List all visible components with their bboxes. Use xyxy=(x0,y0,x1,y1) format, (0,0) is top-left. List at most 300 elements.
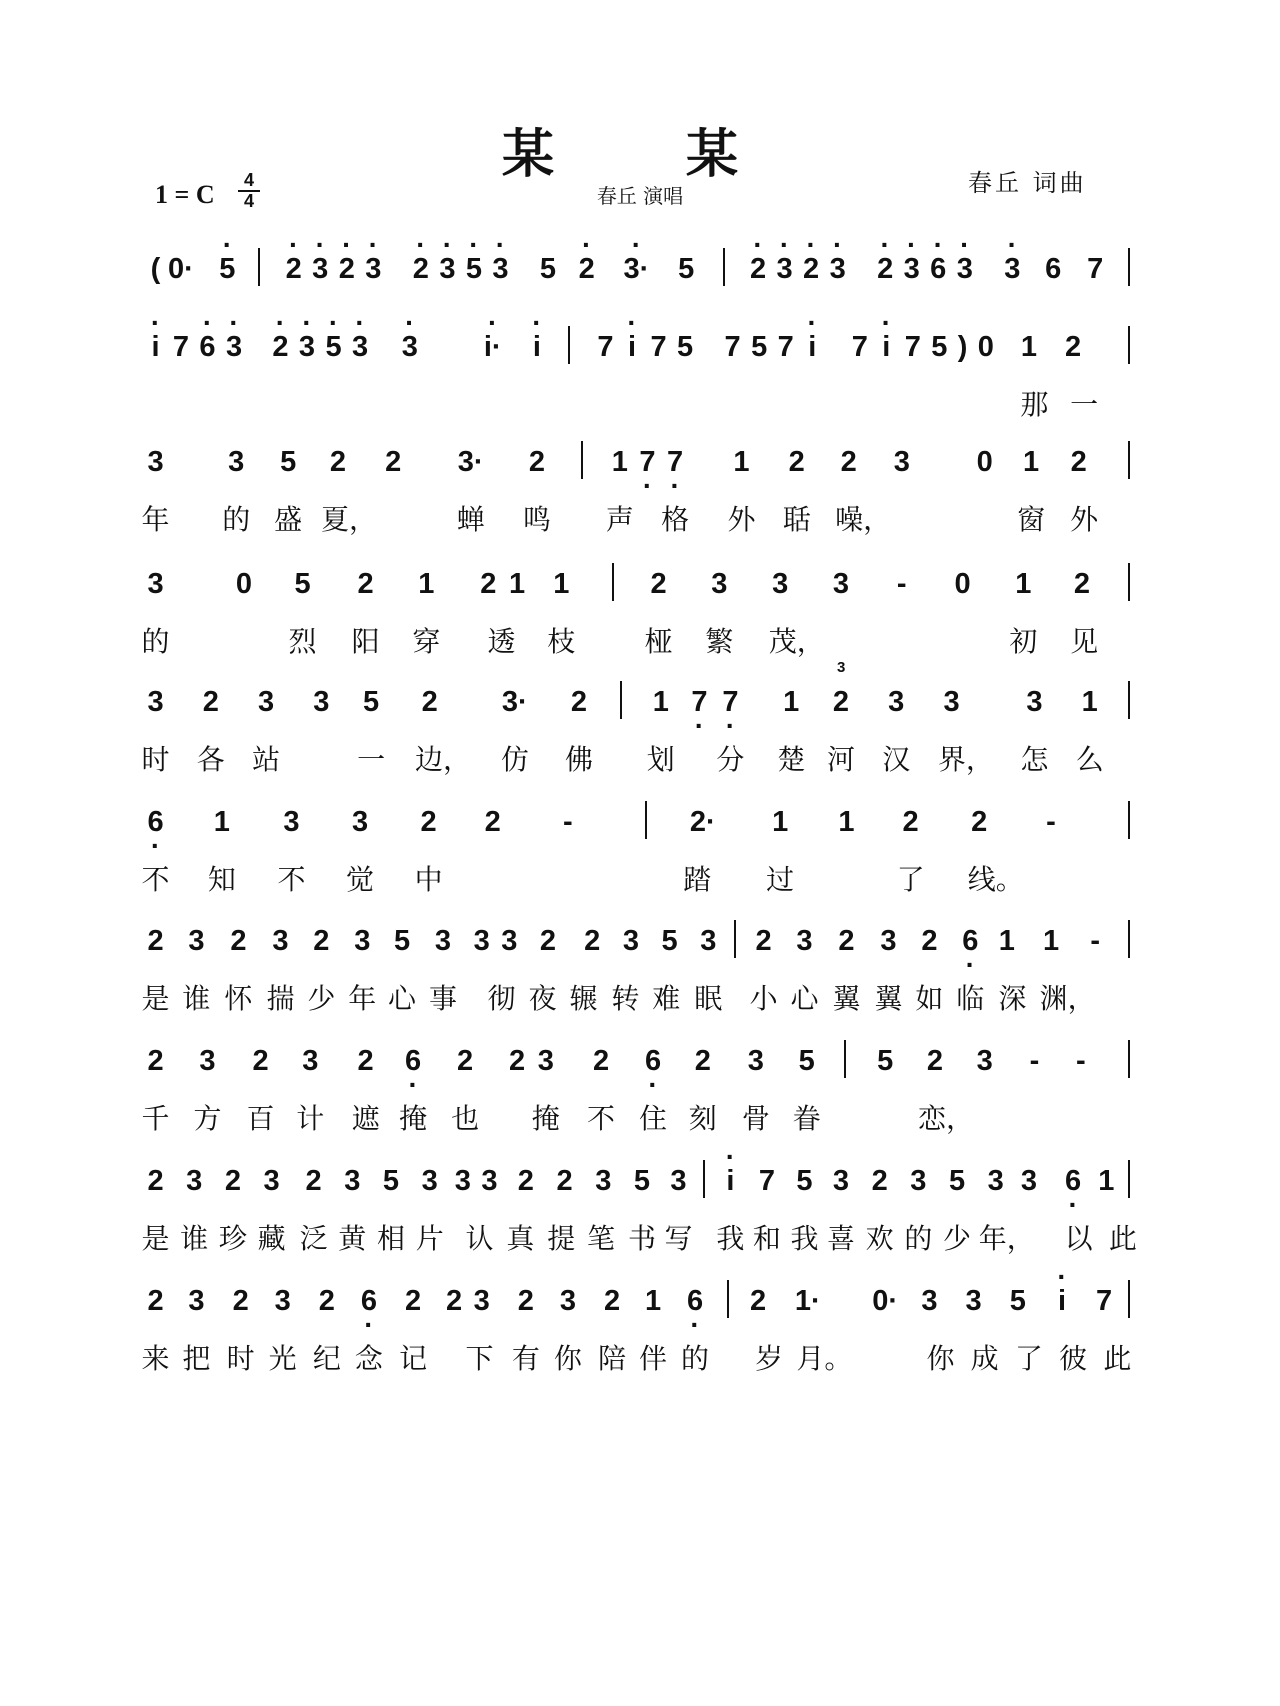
lyric-char: 刻 xyxy=(688,1102,717,1135)
note: 2 xyxy=(584,925,601,957)
lyric-char: 枝 xyxy=(547,625,576,658)
lyrics-row xyxy=(141,1342,1145,1382)
lyric-char: 心 xyxy=(388,982,417,1015)
bar-line xyxy=(1128,248,1130,286)
note: · 3 xyxy=(402,330,418,364)
note: 2 xyxy=(592,1045,610,1077)
note: · 2 xyxy=(579,252,595,286)
note: 3 xyxy=(893,446,910,478)
lyric-char: 恋， xyxy=(917,1102,975,1135)
note: 2 xyxy=(202,686,219,718)
note: 2 xyxy=(570,686,588,718)
note: 3 xyxy=(147,446,164,478)
note: 3 xyxy=(747,1045,764,1077)
lyric-char: 心 xyxy=(790,982,819,1015)
lyric-char: 一 xyxy=(357,743,386,776)
note: 0 xyxy=(954,568,971,600)
lyrics-row xyxy=(150,388,1145,428)
lyric-char: 掩 xyxy=(531,1102,560,1135)
lyric-char: 初 xyxy=(1009,625,1038,658)
note: 2 xyxy=(1065,331,1082,363)
note: · 3 xyxy=(1004,252,1020,286)
note: · 5 xyxy=(325,330,341,364)
lyric-char: 盛 xyxy=(274,503,303,536)
lyric-char: 写 xyxy=(664,1222,693,1255)
lyric-char: 河 xyxy=(826,743,855,776)
bar-line xyxy=(1128,1160,1130,1198)
note: 3 xyxy=(595,1165,612,1197)
bar-line xyxy=(568,326,570,364)
lyric-char: 不 xyxy=(587,1102,616,1135)
lyric-char: 年 xyxy=(141,503,170,536)
note: 3 xyxy=(832,568,850,600)
lyric-char: 觉 xyxy=(346,863,375,896)
note: 2 xyxy=(147,1285,164,1317)
note: 2 xyxy=(832,686,850,718)
note: 2 xyxy=(385,446,402,478)
note: 7 xyxy=(777,331,794,363)
note: · 3 xyxy=(492,252,508,286)
note: 3 xyxy=(344,1165,361,1197)
lyric-char: 遮 xyxy=(351,1102,380,1135)
notes-row xyxy=(150,240,1145,300)
lyric-char: 那 xyxy=(1020,388,1049,421)
lyric-char: 有 xyxy=(511,1342,540,1375)
note: 1 xyxy=(652,686,669,718)
note: 3 xyxy=(147,686,164,718)
note: 3 xyxy=(274,1285,291,1317)
note: 5 xyxy=(661,925,678,957)
note: 2 xyxy=(329,446,347,478)
lyric-char: 外 xyxy=(727,503,756,536)
lyric-char: 千 xyxy=(141,1102,170,1135)
note: 3 xyxy=(965,1285,982,1317)
lyric-char: 眠 xyxy=(694,982,723,1015)
note: 1 xyxy=(733,446,750,478)
note: 3 xyxy=(1026,686,1043,718)
note: 5 xyxy=(678,253,695,285)
note: · 2 xyxy=(803,252,819,286)
note: 3· xyxy=(501,686,528,718)
note: 5 xyxy=(294,568,311,600)
note: 7 xyxy=(851,331,868,363)
note: 1 xyxy=(644,1285,662,1317)
note: 2 xyxy=(517,1165,534,1197)
notes-row xyxy=(147,1152,1145,1212)
lyric-char: 陪 xyxy=(598,1342,627,1375)
note: · i xyxy=(628,330,636,364)
lyrics-row xyxy=(141,1102,1145,1142)
note: 0· xyxy=(872,1285,899,1317)
note: 3· xyxy=(457,446,484,478)
note: 2 xyxy=(484,806,501,838)
note: 3 xyxy=(481,1165,498,1197)
bar-line xyxy=(1128,1280,1130,1318)
score-line xyxy=(141,1152,1145,1272)
score-line xyxy=(141,1272,1145,1392)
lyric-char: 透 xyxy=(487,625,516,658)
note: 1 xyxy=(553,568,570,600)
lyric-char: 站 xyxy=(252,743,281,776)
notes-row xyxy=(147,555,1145,615)
note: 2 xyxy=(694,1045,711,1077)
lyric-char: 不 xyxy=(141,863,170,896)
note: 7 · xyxy=(722,685,738,719)
lyric-char: 此 xyxy=(1103,1342,1132,1375)
note: - xyxy=(896,568,907,600)
note: 1 xyxy=(838,806,855,838)
score-line xyxy=(141,555,1145,675)
note: 1 xyxy=(772,806,789,838)
note: · 2 xyxy=(750,252,766,286)
note: 3 xyxy=(987,1165,1004,1197)
notes-row xyxy=(147,793,1145,853)
note: 2 xyxy=(313,925,330,957)
lyric-char: 的 xyxy=(681,1342,710,1375)
note: 1 xyxy=(998,925,1015,957)
lyric-char: 年， xyxy=(978,1222,1035,1255)
lyric-char: 知 xyxy=(207,863,236,896)
note: 3 xyxy=(501,925,518,957)
lyrics-row xyxy=(141,982,1145,1022)
lyric-char: 珍 xyxy=(218,1222,247,1255)
note: 5 xyxy=(751,331,768,363)
note: 3 xyxy=(473,1285,490,1317)
note: 3 xyxy=(910,1165,927,1197)
note: · 6 xyxy=(199,330,215,364)
lyric-char: 鸣 xyxy=(522,503,551,536)
note: 1· xyxy=(794,1285,821,1317)
note: 3 xyxy=(454,1165,471,1197)
lyric-char: 谁 xyxy=(182,982,211,1015)
lyric-char: 念 xyxy=(354,1342,383,1375)
note: · 2 xyxy=(413,252,429,286)
score-line xyxy=(141,793,1145,913)
lyric-char: 事 xyxy=(428,982,457,1015)
lyric-char: 彼 xyxy=(1059,1342,1088,1375)
lyric-char: 此 xyxy=(1108,1222,1137,1255)
triplet-mark: 3 xyxy=(836,659,846,676)
lyric-char: 书 xyxy=(627,1222,656,1255)
note: 5 xyxy=(796,1165,813,1197)
lyric-char: 少 xyxy=(943,1222,972,1255)
note: 3 xyxy=(263,1165,280,1197)
bar-line xyxy=(258,248,260,286)
note: · 5 xyxy=(219,252,235,286)
note: 2 xyxy=(305,1165,322,1197)
note: 3 xyxy=(888,686,905,718)
note: 2 xyxy=(871,1165,888,1197)
lyric-char: 踏 xyxy=(683,863,712,896)
note: 2 xyxy=(147,1165,164,1197)
lyric-char: 渊， xyxy=(1039,982,1096,1015)
note: - xyxy=(1029,1045,1040,1077)
note: 1 xyxy=(213,806,230,838)
score-line xyxy=(141,659,1145,793)
note: 1 xyxy=(508,568,526,600)
lyric-char: 小 xyxy=(749,982,778,1015)
note: 7 · xyxy=(667,445,683,479)
note: 2 xyxy=(147,925,164,957)
lyric-char: 片 xyxy=(415,1222,444,1255)
note: - xyxy=(1076,1045,1086,1077)
lyric-char: 来 xyxy=(141,1342,170,1375)
composer-credit: 春丘 词曲 xyxy=(968,169,1087,197)
note: 2 xyxy=(556,1165,573,1197)
lyric-char: 月。 xyxy=(796,1342,853,1375)
note: 5 xyxy=(280,446,297,478)
lyric-char: 中 xyxy=(414,863,443,896)
lyric-char: 怀 xyxy=(224,982,253,1015)
lyric-char: 是 xyxy=(141,982,170,1015)
lyric-char: 蝉 xyxy=(456,503,485,536)
lyric-char: 方 xyxy=(193,1102,222,1135)
note: · 3 xyxy=(365,252,381,286)
note: 2 xyxy=(840,446,857,478)
lyrics-row xyxy=(141,1222,1145,1262)
note: 3 xyxy=(188,925,205,957)
note: · 5 xyxy=(466,252,482,286)
bar-line xyxy=(1128,441,1130,479)
notes-row xyxy=(150,318,1145,378)
lyric-char: 茂， xyxy=(768,625,825,658)
performer-credit: 春丘 演唱 xyxy=(596,184,684,208)
lyric-char: 阳 xyxy=(351,625,380,658)
lyric-char: 深 xyxy=(998,982,1027,1015)
note: 1 xyxy=(418,568,435,600)
note: · i· xyxy=(484,330,502,364)
note: 3 xyxy=(670,1165,687,1197)
note: · i xyxy=(808,330,816,364)
note: 2 xyxy=(230,925,247,957)
lyric-char: 界， xyxy=(937,743,994,776)
note: 1 xyxy=(1081,686,1098,718)
note: 3 xyxy=(354,925,371,957)
notes-row xyxy=(147,1272,1145,1332)
note: · 6 xyxy=(930,252,946,286)
lyric-char: 线。 xyxy=(967,863,1024,896)
note: · 3 xyxy=(352,330,368,364)
note: 6 · xyxy=(645,1044,661,1078)
lyric-char: 的 xyxy=(222,503,251,536)
note: 3 xyxy=(434,925,452,957)
note: - xyxy=(1090,925,1101,957)
note: 3 xyxy=(313,686,330,718)
note: 2 xyxy=(838,925,855,957)
note: · 3 xyxy=(777,252,793,286)
note: 5 xyxy=(393,925,411,957)
lyric-char: 仿 xyxy=(500,743,529,776)
score-line xyxy=(150,318,1145,438)
note: · 2 xyxy=(272,330,288,364)
note: 3 xyxy=(700,925,717,957)
lyric-char: 临 xyxy=(956,982,985,1015)
note: 3 xyxy=(199,1045,216,1077)
note: · 3 xyxy=(299,330,315,364)
lyric-char: 住 xyxy=(639,1102,668,1135)
lyric-char: 黄 xyxy=(338,1222,367,1255)
lyric-char: 眷 xyxy=(792,1102,821,1135)
note: 6 · xyxy=(405,1044,421,1078)
note: · i xyxy=(1058,1284,1066,1318)
note: 3 xyxy=(186,1165,203,1197)
note: 5 xyxy=(633,1165,651,1197)
lyric-char: 我 xyxy=(716,1222,745,1255)
note: 2 xyxy=(420,806,437,838)
lyric-char: 泛 xyxy=(299,1222,328,1255)
bar-line xyxy=(620,681,622,719)
lyric-char: 佛 xyxy=(564,743,593,776)
note: 0 xyxy=(977,331,994,363)
notes-row xyxy=(147,1032,1145,1092)
bar-line xyxy=(1128,801,1130,839)
note: · 3 xyxy=(957,252,973,286)
note: 3 xyxy=(772,568,789,600)
note: 2 xyxy=(1070,446,1087,478)
bar-line xyxy=(1128,326,1130,364)
note: 2 xyxy=(1073,568,1091,600)
note: 3 xyxy=(421,1165,438,1197)
note: 2 xyxy=(232,1285,249,1317)
lyric-char: 转 xyxy=(611,982,640,1015)
note: 5 xyxy=(382,1165,400,1197)
note: · 2 xyxy=(286,252,302,286)
time-signature-top: 4 xyxy=(243,170,254,190)
lyric-char: 楚 xyxy=(777,743,806,776)
note: 0 xyxy=(976,446,993,478)
key-signature: 1 = C xyxy=(155,180,215,209)
bar-line xyxy=(734,920,736,958)
note: · 3 xyxy=(904,252,920,286)
note: 1 xyxy=(611,446,628,478)
song-title: 某 某 xyxy=(501,124,778,185)
note: 7 xyxy=(172,331,190,363)
note: 2 xyxy=(508,1045,526,1077)
note: 7 xyxy=(1096,1285,1113,1317)
bar-line xyxy=(703,1160,705,1198)
lyric-char: 穿 xyxy=(412,625,441,658)
bar-line xyxy=(1128,920,1130,958)
lyric-char: 你 xyxy=(553,1342,582,1375)
note: · 2 xyxy=(877,252,893,286)
note: · 3 xyxy=(439,252,455,286)
note: 2 xyxy=(147,1045,164,1077)
lyric-char: 翼 xyxy=(832,982,861,1015)
lyric-char: 声 xyxy=(605,503,634,536)
note: 1 xyxy=(1023,446,1040,478)
note: 3 xyxy=(832,1165,850,1197)
note: 3 xyxy=(537,1045,554,1077)
lyric-char: 提 xyxy=(547,1222,576,1255)
note: 2 xyxy=(480,568,497,600)
note: 5 xyxy=(948,1165,966,1197)
lyric-char: 夏， xyxy=(320,503,378,536)
note: 3 xyxy=(1020,1165,1037,1197)
lyric-char: 纪 xyxy=(312,1342,341,1375)
bar-line xyxy=(1128,563,1130,601)
lyric-char: 谁 xyxy=(180,1222,209,1255)
note: 3 xyxy=(473,925,490,957)
lyric-char: 难 xyxy=(652,982,681,1015)
note: 7 · xyxy=(691,685,707,719)
lyrics-row xyxy=(141,863,1145,903)
note: 3 xyxy=(921,1285,938,1317)
lyric-char: 岁 xyxy=(755,1342,784,1375)
lyric-char: 聒 xyxy=(782,503,811,536)
note: 2 xyxy=(755,925,772,957)
note: 2 xyxy=(445,1285,463,1317)
note: 2 xyxy=(926,1045,944,1077)
note: 1 xyxy=(1042,925,1060,957)
note: 2 xyxy=(318,1285,335,1317)
note: 3 xyxy=(258,686,275,718)
note: 3 xyxy=(796,925,813,957)
note: 2 xyxy=(357,568,374,600)
lyric-char: 是 xyxy=(141,1222,170,1255)
note: 7 xyxy=(724,331,741,363)
note: 2 xyxy=(971,806,988,838)
lyric-char: 时 xyxy=(226,1342,255,1375)
lyric-char: 下 xyxy=(465,1342,494,1375)
lyric-char: 汉 xyxy=(882,743,911,776)
lyric-char: 你 xyxy=(926,1342,955,1375)
lyric-char: 时 xyxy=(141,743,170,776)
note: · i xyxy=(882,330,890,364)
bar-line xyxy=(727,1280,729,1318)
lyric-char: 噪， xyxy=(835,503,892,536)
note: · 3 xyxy=(312,252,328,286)
lyric-char: 边， xyxy=(414,743,471,776)
note: 6 · xyxy=(687,1284,703,1318)
note: 2 xyxy=(405,1285,422,1317)
note: 2 xyxy=(539,925,557,957)
lyric-char: 彻 xyxy=(487,982,516,1015)
lyric-char: 怎 xyxy=(1020,743,1049,776)
lyric-char: 相 xyxy=(376,1222,406,1255)
score-line xyxy=(141,912,1145,1032)
lyric-char: 如 xyxy=(915,982,944,1015)
bar-line xyxy=(723,248,725,286)
lyric-char: 一 xyxy=(1070,388,1099,421)
note: · i xyxy=(533,330,541,364)
note: 2 xyxy=(224,1165,241,1197)
note: 6 · xyxy=(361,1284,377,1318)
note: - xyxy=(563,806,573,838)
note: 5 xyxy=(877,1045,894,1077)
lyric-char: 夜 xyxy=(528,982,557,1015)
note: 0· xyxy=(168,253,194,285)
notes-row xyxy=(147,912,1145,972)
note: 3 xyxy=(147,568,164,600)
lyric-char: 以 xyxy=(1064,1222,1093,1255)
note: · 3 xyxy=(830,252,846,286)
lyrics-row xyxy=(141,743,1145,783)
note: 5 xyxy=(931,331,948,363)
note: 3 xyxy=(880,925,897,957)
lyric-char: 辗 xyxy=(569,982,598,1015)
lyric-char: 笔 xyxy=(587,1222,616,1255)
lyrics-row xyxy=(141,503,1145,543)
lyric-char: 外 xyxy=(1070,503,1099,536)
score-line xyxy=(141,433,1145,553)
lyric-char: 了 xyxy=(1014,1342,1043,1375)
lyric-char: 桠 xyxy=(644,625,673,658)
note: 5 xyxy=(798,1045,815,1077)
note: 1 xyxy=(1098,1165,1115,1197)
note: 6 · xyxy=(147,805,163,839)
note: ) xyxy=(957,331,968,363)
notes-row xyxy=(147,673,1145,733)
